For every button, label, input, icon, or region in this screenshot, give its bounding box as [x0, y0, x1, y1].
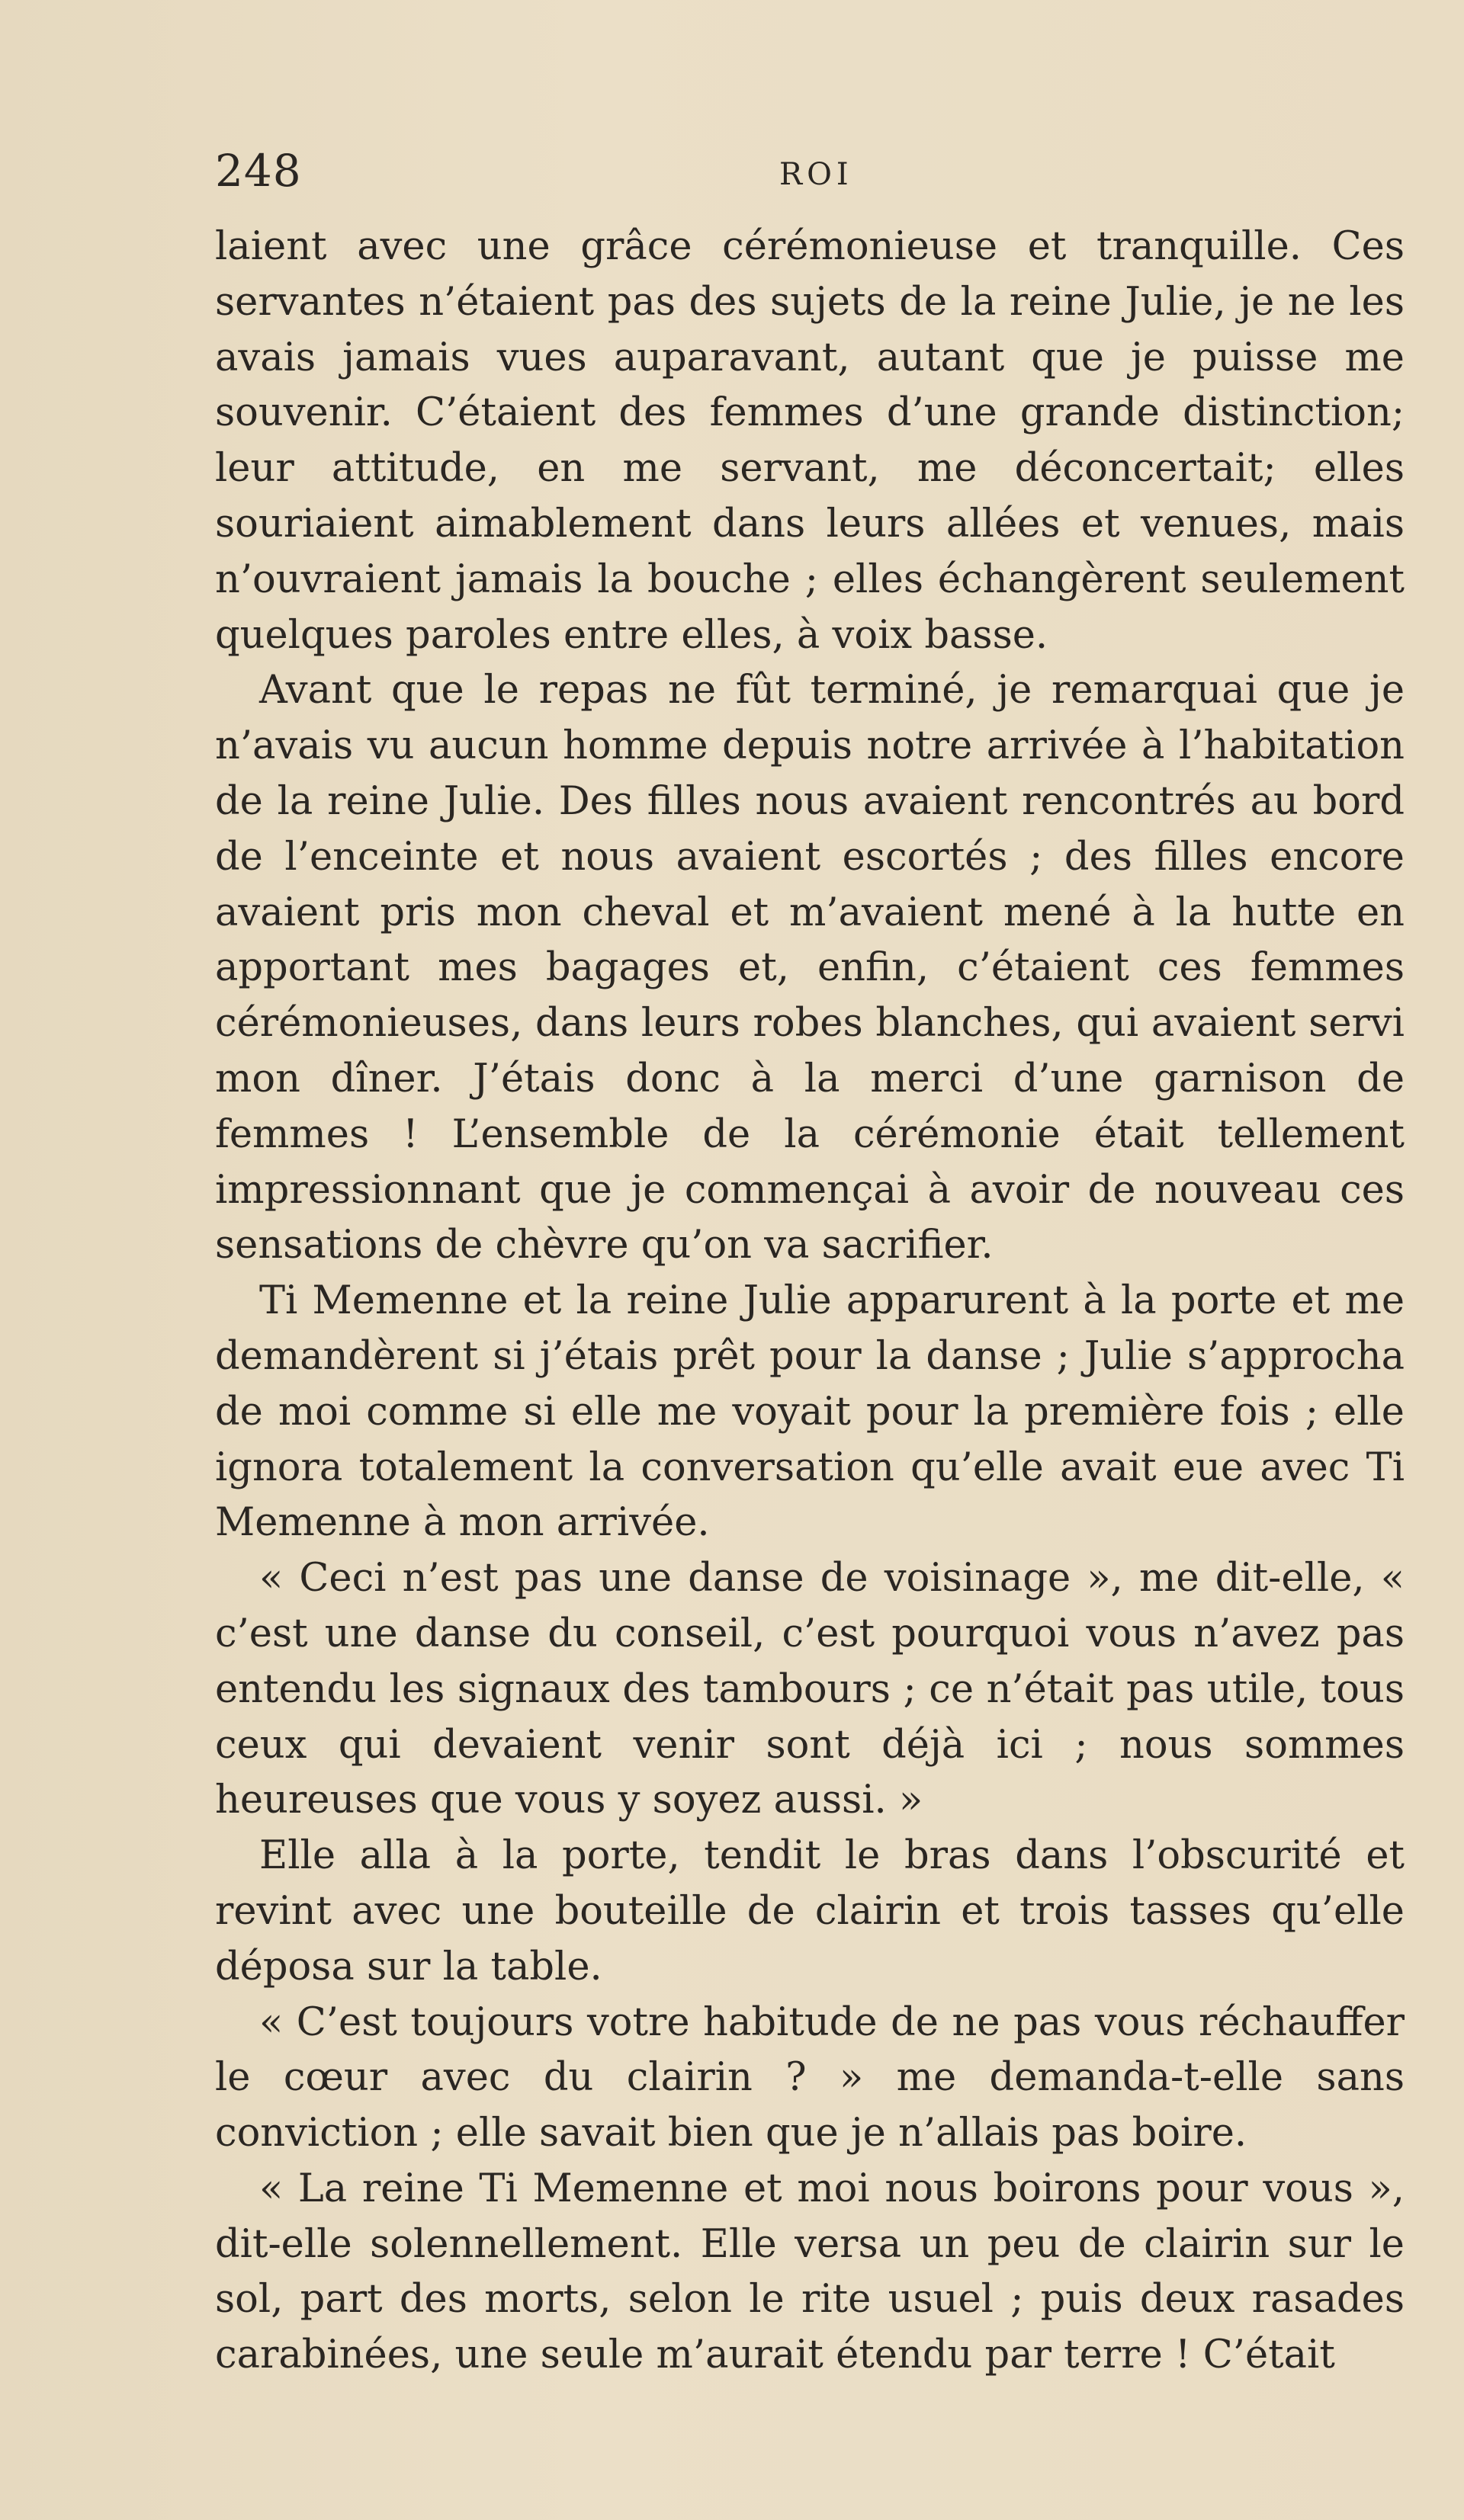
- page-number: 248: [215, 145, 302, 197]
- paragraph: Elle alla à la porte, tendit le bras dans l’obscurité et revint avec une bouteille de clairin et trois tasses qu’elle déposa sur la table.: [215, 1833, 1405, 1989]
- paragraph: « Ceci n’est pas une danse de voisinage », me dit-elle, « c’est une danse du conseil, c’est pourquoi vous n’avez pas entendu les signaux des tambours ; ce n’était pas utile, tous ceux qui devaient venir sont déjà ici ; nous sommes heureuses que vous y soyez aussi. »: [215, 1556, 1405, 1823]
- running-title: ROI: [779, 157, 853, 192]
- paragraph: « La reine Ti Memenne et moi nous boirons pour vous », dit-elle solennellement. Elle versa un peu de clairin sur le sol, part des morts, selon le rite usuel ; puis deux rasades carabinées, une seule m’aurait étendu par terre ! C’était: [215, 2166, 1405, 2378]
- body-text: [215, 220, 1405, 2384]
- paragraph: « C’est toujours votre habitude de ne pas vous réchauffer le cœur avec du clairin ? » me demanda-t-elle sans conviction ; elle savait bien que je n’allais pas boire.: [215, 1999, 1405, 2156]
- paragraph: laient avec une grâce cérémonieuse et tranquille. Ces servantes n’étaient pas des sujets de la reine Julie, je ne les avais jamais vues auparavant, autant que je puisse me souvenir. C’étaient des femmes d’une grande distinction; leur attitude, en me servant, me déconcertait; elles souriaient aimablement dans leurs allées et venues, mais n’ouvraient jamais la bouche ; elles échangèrent seulement quelques paroles entre elles, à voix basse.: [215, 224, 1405, 658]
- paragraph: Ti Memenne et la reine Julie apparurent à la porte et me demandèrent si j’étais prêt pour la danse ; Julie s’approcha de moi comme si elle me voyait pour la première fois ; elle ignora totalement la conversation qu’elle avait eue avec Ti Memenne à mon arrivée.: [215, 1278, 1405, 1546]
- paragraph: Avant que le repas ne fût terminé, je remarquai que je n’avais vu aucun homme depuis notre arrivée à l’habitation de la reine Julie. Des filles nous avaient rencontrés au bord de l’enceinte et nous avaient escortés ; des filles encore avaient pris mon cheval et m’avaient mené à la hutte en apportant mes bagages et, enfin, c’étaient ces femmes cérémonieuses, dans leurs robes blanches, qui avaient servi mon dîner. J’étais donc à la merci d’une garnison de femmes ! L’ensemble de la cérémonie était tellement impressionnant que je commençai à avoir de nouveau ces sensations de chèvre qu’on va sacrifier.: [215, 668, 1405, 1268]
- page-header: [215, 145, 1405, 198]
